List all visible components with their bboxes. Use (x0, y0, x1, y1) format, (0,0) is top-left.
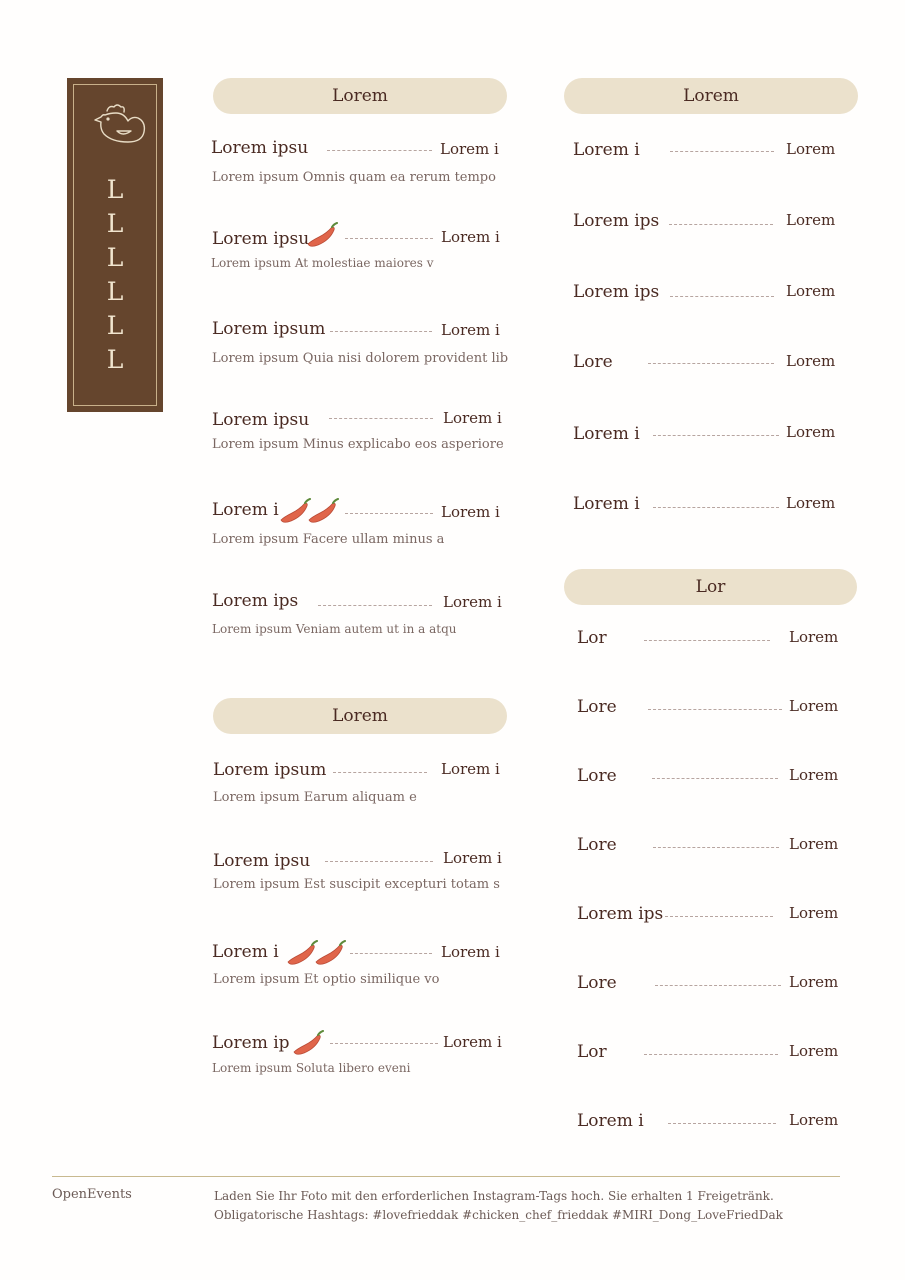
dotted-leader (652, 778, 778, 779)
footer-hashtags: Obligatorische Hashtags: #lovefrieddak #chicken_chef_frieddak #MIRI_Dong_LoveFriedDak (214, 1208, 783, 1222)
item-price: Lorem (789, 904, 839, 922)
dotted-leader (329, 418, 433, 419)
banner-letter: L (106, 311, 124, 340)
chili-pepper-icon (291, 1030, 325, 1056)
item-description: Lorem ipsum Facere ullam minus a (212, 532, 445, 547)
chicken-icon (93, 101, 149, 153)
banner-letter: L (106, 277, 124, 306)
item-description: Lorem ipsum Soluta libero eveni (212, 1061, 411, 1075)
banner-letter: L (106, 175, 124, 204)
item-price: Lorem (786, 352, 836, 370)
item-price: Lorem i (443, 593, 502, 611)
item-name: Lorem ip (212, 1033, 290, 1053)
item-price: Lorem i (441, 503, 500, 521)
dotted-leader (644, 640, 770, 641)
item-price: Lorem i (443, 849, 502, 867)
banner-letter: L (106, 243, 124, 272)
item-name: Lore (573, 352, 613, 372)
dotted-leader (345, 513, 433, 514)
item-name: Lorem i (212, 942, 279, 962)
item-name: Lorem ipsu (212, 410, 310, 430)
item-description: Lorem ipsum Earum aliquam e (213, 790, 417, 805)
item-price: Lorem (789, 835, 839, 853)
dotted-leader (653, 507, 779, 508)
item-name: Lorem i (573, 424, 640, 444)
item-name: Lore (577, 766, 617, 786)
section-header-right-2: Lor (564, 569, 857, 605)
dotted-leader (350, 953, 432, 954)
side-banner (67, 78, 163, 412)
item-name: Lorem i (577, 1111, 644, 1131)
dotted-leader (668, 1123, 776, 1124)
dotted-leader (653, 847, 779, 848)
item-price: Lorem (786, 494, 836, 512)
item-name: Lorem ipsu (211, 138, 309, 158)
item-name: Lorem i (573, 494, 640, 514)
dotted-leader (644, 1054, 778, 1055)
item-name: Lorem i (212, 500, 279, 520)
item-price: Lorem (789, 628, 839, 646)
item-price: Lorem (789, 1111, 839, 1129)
dotted-leader (670, 151, 774, 152)
item-price: Lorem (789, 1042, 839, 1060)
item-price: Lorem (786, 423, 836, 441)
section-header-left-1: Lorem (213, 78, 507, 114)
banner-frame (73, 84, 157, 406)
item-name: Lorem ips (573, 282, 660, 302)
dotted-leader (330, 1043, 438, 1044)
item-price: Lorem (786, 211, 836, 229)
item-price: Lorem i (441, 943, 500, 961)
item-name: Lor (577, 1042, 607, 1062)
footer-notice-line: Laden Sie Ihr Foto mit den erforderlichen Instagram-Tags hoch. Sie erhalten 1 Freigetränk. (214, 1189, 774, 1203)
item-description: Lorem ipsum At molestiae maiores v (211, 256, 434, 270)
dotted-leader (318, 605, 432, 606)
item-price: Lorem i (441, 228, 500, 246)
item-description: Lorem ipsum Quia nisi dolorem provident lib (212, 351, 509, 366)
item-price: Lorem i (443, 1033, 502, 1051)
dotted-leader (325, 861, 433, 862)
dotted-leader (665, 916, 773, 917)
item-name: Lorem i (573, 140, 640, 160)
item-price: Lorem i (441, 760, 500, 778)
item-price: Lorem (789, 973, 839, 991)
item-description: Lorem ipsum Et optio similique vo (213, 972, 440, 987)
dotted-leader (670, 296, 774, 297)
section-header-left-2: Lorem (213, 698, 507, 734)
chili-pepper-icon (306, 498, 340, 524)
chili-pepper-icon (313, 940, 347, 966)
item-name: Lorem ips (212, 591, 299, 611)
item-price: Lorem (789, 697, 839, 715)
banner-letter: L (106, 209, 124, 238)
footer-notice (214, 1187, 783, 1225)
item-name: Lorem ipsu (212, 229, 310, 249)
item-name: Lorem ips (573, 211, 660, 231)
dotted-leader (345, 238, 433, 239)
item-name: Lor (577, 628, 607, 648)
item-description: Lorem ipsum Veniam autem ut in a atqu (212, 622, 457, 636)
item-name: Lore (577, 835, 617, 855)
dotted-leader (327, 150, 432, 151)
item-price: Lorem i (443, 409, 502, 427)
item-name: Lore (577, 973, 617, 993)
dotted-leader (330, 331, 432, 332)
dotted-leader (648, 709, 782, 710)
dotted-leader (669, 224, 773, 225)
item-price: Lorem (786, 140, 836, 158)
item-price: Lorem (789, 766, 839, 784)
chili-pepper-icon (305, 222, 339, 248)
item-price: Lorem i (441, 321, 500, 339)
item-price: Lorem i (440, 140, 499, 158)
dotted-leader (648, 363, 774, 364)
item-name: Lorem ipsu (213, 851, 311, 871)
dotted-leader (653, 435, 779, 436)
footer-divider (52, 1176, 840, 1177)
item-description: Lorem ipsum Omnis quam ea rerum tempo (212, 170, 496, 185)
banner-letter: L (106, 345, 124, 374)
banner-letters (74, 173, 156, 377)
item-name: Lorem ipsum (212, 319, 326, 339)
item-name: Lorem ips (577, 904, 664, 924)
item-name: Lore (577, 697, 617, 717)
item-name: Lorem ipsum (213, 760, 327, 780)
dotted-leader (655, 985, 781, 986)
footer-brand: OpenEvents (52, 1187, 132, 1202)
section-header-right-1: Lorem (564, 78, 858, 114)
dotted-leader (333, 772, 427, 773)
item-description: Lorem ipsum Minus explicabo eos asperiore (212, 437, 504, 452)
item-price: Lorem (786, 282, 836, 300)
item-description: Lorem ipsum Est suscipit excepturi totam s (213, 877, 500, 892)
